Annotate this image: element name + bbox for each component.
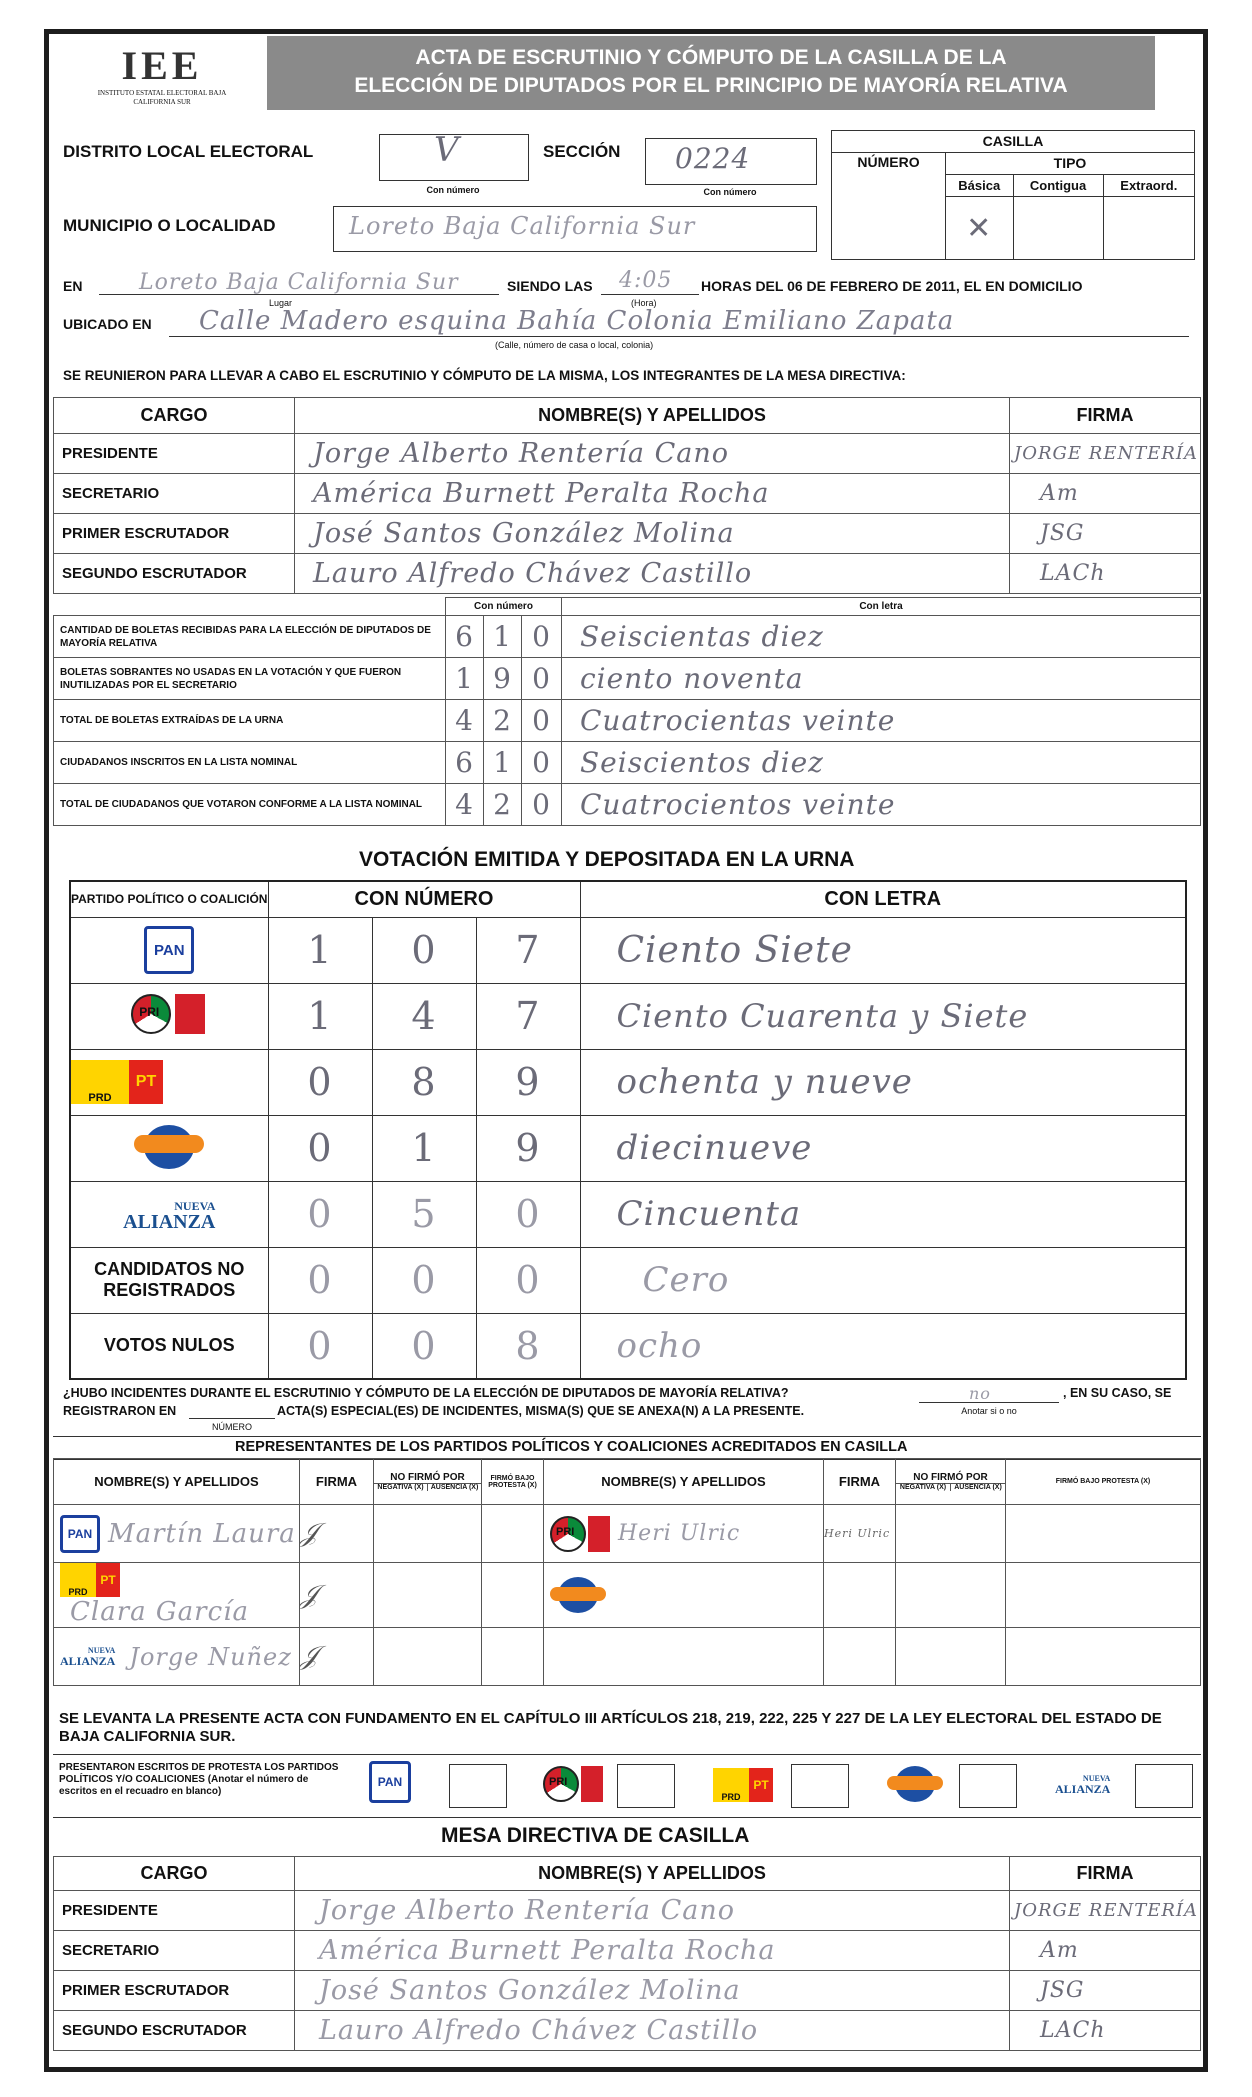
incidentes-line2a: REGISTRARON EN — [63, 1404, 177, 1418]
votacion-digit[interactable]: 0 — [268, 1115, 372, 1181]
votacion-digit[interactable]: 0 — [372, 1247, 476, 1313]
mesa-firma-header: FIRMA — [1010, 398, 1201, 434]
ubicado-line — [169, 336, 1189, 337]
rep-bajo-cell[interactable] — [1006, 1505, 1201, 1563]
rep-bajo-cell[interactable] — [482, 1628, 544, 1686]
boletas-digit[interactable]: 0 — [522, 742, 562, 784]
votacion-row — [70, 1313, 1186, 1379]
rep-left-cell[interactable] — [54, 1505, 300, 1563]
alianza-text: ALIANZA — [60, 1653, 116, 1668]
rep-nombre: Martín Laura — [108, 1518, 296, 1549]
rep-left-cell[interactable] — [54, 1563, 300, 1628]
boletas-label: TOTAL DE BOLETAS EXTRAÍDAS DE LA URNA — [54, 700, 446, 742]
mesa-firma[interactable]: JORGE RENTERÍA — [1010, 434, 1201, 474]
rep-row — [54, 1628, 1201, 1686]
boletas-row — [54, 784, 1201, 826]
prd-logo-text: PRD — [713, 1768, 749, 1802]
pri-logo-icon — [550, 1514, 610, 1554]
votacion-digit[interactable]: 0 — [372, 1313, 476, 1379]
party-cell-convergencia — [70, 1115, 268, 1181]
rep-firma[interactable] — [824, 1628, 896, 1686]
rep-negativa-label: NEGATIVA (X) — [896, 1484, 951, 1491]
mesa-nombre[interactable]: América Burnett Peralta Rocha — [295, 474, 1010, 514]
boletas-letra[interactable]: ciento noventa — [562, 658, 1201, 700]
rep-firmo-bajo-right: FIRMÓ BAJO PROTESTA (X) — [1006, 1459, 1201, 1505]
escritos-text: PRESENTARON ESCRITOS DE PROTESTA LOS PARTIDOS POLÍTICOS Y/O COALICIONES (Anotar el número de escritos en el recuadro en blanco) — [59, 1762, 339, 1797]
incidentes-numero-line — [189, 1418, 275, 1419]
ubicado-value: Calle Madero esquina Bahía Colonia Emiliano Zapata — [199, 306, 955, 336]
boletas-digit[interactable]: 1 — [484, 742, 522, 784]
boletas-label: BOLETAS SOBRANTES NO USADAS EN LA VOTACIÓN Y QUE FUERON INUTILIZADAS POR EL SECRETARIO — [54, 658, 446, 700]
rep-firma[interactable] — [824, 1563, 896, 1628]
alianza-text: ALIANZA — [123, 1210, 216, 1233]
boletas-row — [54, 700, 1201, 742]
rep-nombre: Clara García — [70, 1597, 249, 1627]
votacion-digit[interactable]: 9 — [476, 1049, 580, 1115]
distrito-label: DISTRITO LOCAL ELECTORAL — [63, 142, 314, 161]
rep-nofirmo-cell[interactable] — [374, 1628, 482, 1686]
rep-bajo-cell[interactable] — [1006, 1563, 1201, 1628]
nueva-alianza-logo-icon — [60, 1647, 115, 1667]
votacion-row — [70, 1049, 1186, 1115]
org-name: INSTITUTO ESTATAL ELECTORAL BAJA CALIFORNIA SUR — [97, 89, 227, 106]
votacion-digit[interactable]: 4 — [372, 983, 476, 1049]
escritos-convergencia — [887, 1764, 943, 1809]
prd-pt-logo-icon — [713, 1768, 773, 1802]
boletas-digit[interactable]: 2 — [484, 700, 522, 742]
rep-ausencia-label: AUSENCIA (X) — [954, 1484, 1002, 1491]
votacion-digit[interactable]: 0 — [372, 917, 476, 983]
rep-firma[interactable]: 𝒥 — [300, 1628, 374, 1686]
pri-logo-icon — [543, 1764, 603, 1804]
incidentes-line2b: ACTA(S) ESPECIAL(ES) DE INCIDENTES, MISMA(S) QUE SE ANEXA(N) A LA PRESENTE. — [277, 1404, 805, 1418]
rep-bajo-cell[interactable] — [482, 1563, 544, 1628]
casilla-numero: NÚMERO — [832, 153, 946, 260]
mesa-bottom-firma[interactable]: JORGE RENTERÍA — [1010, 1891, 1201, 1931]
votacion-row — [70, 1115, 1186, 1181]
boletas-letra[interactable]: Cuatrocientas veinte — [562, 700, 1201, 742]
pt-logo-text: PT — [129, 1060, 163, 1104]
casilla-extraord-cell[interactable] — [1103, 197, 1194, 260]
prd-pt-logo-icon — [60, 1563, 120, 1597]
mesa-cargo: PRIMER ESCRUTADOR — [54, 514, 295, 554]
nueva-text: NUEVA — [1082, 1774, 1111, 1783]
mesa-bottom-nombre[interactable]: América Burnett Peralta Rocha — [295, 1931, 1010, 1971]
pri-logo-text: PRI — [556, 1525, 575, 1538]
incidentes-answer[interactable]: no — [969, 1384, 991, 1403]
nueva-alianza-logo-icon — [123, 1200, 215, 1232]
calle-note: (Calle, número de casa o local, colonia) — [495, 340, 654, 350]
alianza-text: ALIANZA — [1055, 1782, 1111, 1796]
mesa-bottom-firma[interactable]: LACh — [1010, 2011, 1201, 2051]
lugar-note: Lugar — [269, 298, 293, 308]
votacion-row — [70, 917, 1186, 983]
convergencia-logo-icon — [134, 1121, 204, 1171]
pt-logo-text: PT — [749, 1768, 773, 1802]
boletas-table — [53, 597, 1201, 826]
hora-note: (Hora) — [631, 298, 657, 308]
boletas-digit[interactable]: 4 — [446, 784, 484, 826]
mesa-bottom-firma[interactable]: Am — [1010, 1931, 1201, 1971]
rep-nofirmo-cell[interactable] — [896, 1563, 1006, 1628]
mesa-bottom-title: MESA DIRECTIVA DE CASILLA — [441, 1824, 750, 1847]
casilla-title: CASILLA — [832, 131, 1195, 153]
pan-logo-icon: PAN — [144, 926, 194, 974]
escritos-box-pan[interactable] — [449, 1764, 507, 1808]
rep-firma[interactable]: 𝒥 — [300, 1563, 374, 1628]
boletas-blank — [54, 598, 446, 616]
votacion-digit[interactable]: 1 — [372, 1115, 476, 1181]
votacion-party-label: CANDIDATOS NO REGISTRADOS — [70, 1247, 268, 1313]
mesa-row — [54, 434, 1201, 474]
votacion-digit[interactable]: 5 — [372, 1181, 476, 1247]
nueva-text: NUEVA — [174, 1198, 216, 1213]
mesa-directiva-table — [53, 397, 1201, 594]
rep-firma-header-left: FIRMA — [300, 1459, 374, 1505]
boletas-digit[interactable]: 0 — [522, 616, 562, 658]
title-line-1: ACTA DE ESCRUTINIO Y CÓMPUTO DE LA CASILLA DE LA — [415, 46, 1007, 69]
casilla-tipo: TIPO — [946, 153, 1195, 175]
votacion-digit[interactable]: 0 — [268, 1049, 372, 1115]
incidentes-anotar: Anotar si o no — [961, 1406, 1017, 1416]
escritos-box-nueva-alianza[interactable] — [1135, 1764, 1193, 1808]
rep-nombre: Jorge Nuñez — [129, 1642, 292, 1671]
municipio-value: Loreto Baja California Sur — [349, 212, 696, 240]
pan-logo-icon: PAN — [60, 1515, 100, 1553]
party-cell-pri — [70, 983, 268, 1049]
mesa-cargo: SECRETARIO — [54, 474, 295, 514]
title-banner — [267, 36, 1155, 110]
rep-firma[interactable]: Heri Ulric — [824, 1505, 896, 1563]
party-cell-pan — [70, 917, 268, 983]
rep-right-cell[interactable] — [544, 1563, 824, 1628]
acta-sheet — [44, 29, 1208, 2072]
votacion-row — [70, 983, 1186, 1049]
mesa-firma[interactable]: JSG — [1010, 514, 1201, 554]
ubicado-label: UBICADO EN — [63, 316, 152, 332]
mesa-bottom-firma[interactable]: JSG — [1010, 1971, 1201, 2011]
votacion-digit[interactable]: 7 — [476, 983, 580, 1049]
casilla-basica: Básica — [946, 175, 1014, 197]
rep-right-cell[interactable] — [544, 1505, 824, 1563]
rep-nofirmo-cell[interactable] — [374, 1563, 482, 1628]
mesa-bottom-nombre[interactable]: Lauro Alfredo Chávez Castillo — [295, 2011, 1010, 2051]
incidentes-numero: NÚMERO — [212, 1422, 252, 1432]
boletas-digit[interactable]: 6 — [446, 742, 484, 784]
casilla-basica-mark[interactable]: ✕ — [946, 197, 1014, 260]
rep-nofirmo-label: NO FIRMÓ POR — [896, 1472, 1005, 1484]
nueva-text: NUEVA — [87, 1645, 116, 1655]
votacion-digit[interactable]: 9 — [476, 1115, 580, 1181]
votacion-party-label: VOTOS NULOS — [70, 1313, 268, 1379]
seccion-value: 0224 — [675, 142, 751, 175]
rep-nofirmo-label: NO FIRMÓ POR — [374, 1472, 481, 1484]
mesa-bottom-cargo: SEGUNDO ESCRUTADOR — [54, 2011, 295, 2051]
escritos-nueva-alianza — [1055, 1768, 1110, 1795]
mesa-bottom-cargo-header: CARGO — [54, 1857, 295, 1891]
mesa-bottom-cargo: SECRETARIO — [54, 1931, 295, 1971]
boletas-letra[interactable]: Seiscientas diez — [562, 616, 1201, 658]
pt-logo-text: PT — [96, 1563, 120, 1597]
party-cell-nueva-alianza — [70, 1181, 268, 1247]
mesa-bottom-cargo: PRIMER ESCRUTADOR — [54, 1971, 295, 2011]
escritos-box-prd-pt[interactable] — [791, 1764, 849, 1808]
pan-logo-icon: PAN — [369, 1761, 411, 1803]
casilla-extraord: Extraord. — [1103, 175, 1194, 197]
votacion-row — [70, 1247, 1186, 1313]
boletas-digit[interactable]: 4 — [446, 700, 484, 742]
votacion-digit[interactable]: 8 — [476, 1313, 580, 1379]
rep-nofirmo-header-right — [896, 1459, 1006, 1505]
representantes-table — [53, 1458, 1201, 1686]
votacion-letra-header: CON LETRA — [580, 881, 1186, 917]
title-line-2: ELECCIÓN DE DIPUTADOS POR EL PRINCIPIO DE MAYORÍA RELATIVA — [354, 74, 1068, 97]
party-cell-prd-pt — [70, 1049, 268, 1115]
votacion-digit[interactable]: 8 — [372, 1049, 476, 1115]
mesa-bottom-table — [53, 1856, 1201, 2051]
votacion-title: VOTACIÓN EMITIDA Y DEPOSITADA EN LA URNA — [359, 848, 855, 871]
rep-bajo-cell[interactable] — [1006, 1628, 1201, 1686]
mesa-bottom-nombre[interactable]: José Santos González Molina — [295, 1971, 1010, 2011]
mesa-bottom-row — [54, 2011, 1201, 2051]
en-value: Loreto Baja California Sur — [139, 270, 459, 295]
boletas-row — [54, 616, 1201, 658]
mesa-bottom-row — [54, 1931, 1201, 1971]
rep-nombres-header-right: NOMBRE(S) Y APELLIDOS — [544, 1459, 824, 1505]
rep-nofirmo-cell[interactable] — [896, 1628, 1006, 1686]
rep-nofirmo-header-left — [374, 1459, 482, 1505]
mesa-firma[interactable]: Am — [1010, 474, 1201, 514]
votacion-digit[interactable]: 0 — [268, 1181, 372, 1247]
escritos-box-convergencia[interactable] — [959, 1764, 1017, 1808]
votacion-digit[interactable]: 0 — [268, 1313, 372, 1379]
rep-firma-header-right: FIRMA — [824, 1459, 896, 1505]
boletas-label: CIUDADANOS INSCRITOS EN LA LISTA NOMINAL — [54, 742, 446, 784]
reunieron-text: SE REUNIERON PARA LLEVAR A CABO EL ESCRUTINIO Y CÓMPUTO DE LA MISMA, LOS INTEGRANTES DE LA MESA DIRECTIVA: — [63, 368, 906, 383]
mesa-cargo: PRESIDENTE — [54, 434, 295, 474]
votacion-digit[interactable]: 1 — [268, 917, 372, 983]
votacion-table — [69, 880, 1187, 1380]
boletas-digit[interactable]: 0 — [522, 658, 562, 700]
boletas-digit[interactable]: 0 — [522, 784, 562, 826]
prd-logo-text: PRD — [60, 1563, 96, 1597]
casilla-table — [831, 130, 1195, 260]
votacion-letra[interactable]: Ciento Cuarenta y Siete — [580, 983, 1186, 1049]
rep-firma[interactable]: 𝒥 — [300, 1505, 374, 1563]
votacion-letra[interactable]: Cincuenta — [580, 1181, 1186, 1247]
prd-pt-logo-icon — [71, 1060, 163, 1104]
escritos-prd-pt — [713, 1768, 773, 1802]
casilla-contigua-cell[interactable] — [1013, 197, 1103, 260]
iee-logo-mark: IEE — [121, 43, 203, 88]
votacion-row — [70, 1181, 1186, 1247]
horas-text: HORAS DEL 06 DE FEBRERO DE 2011, EL EN DOMICILIO — [701, 278, 1083, 294]
rep-nofirmo-cell[interactable] — [374, 1505, 482, 1563]
nueva-alianza-logo-icon — [1055, 1775, 1110, 1795]
boletas-row — [54, 742, 1201, 784]
boletas-digit[interactable]: 9 — [484, 658, 522, 700]
iee-logo — [87, 42, 237, 114]
en-label: EN — [63, 278, 83, 294]
convergencia-logo-icon — [887, 1764, 943, 1804]
mesa-nombres-header: NOMBRE(S) Y APELLIDOS — [295, 398, 1010, 434]
prd-logo-text: PRD — [71, 1060, 129, 1104]
boletas-digit[interactable]: 2 — [484, 784, 522, 826]
boletas-con-numero: Con número — [446, 598, 562, 616]
votacion-letra[interactable]: ocho — [580, 1313, 1186, 1379]
rep-left-cell[interactable] — [54, 1628, 300, 1686]
votacion-digit[interactable]: 0 — [268, 1247, 372, 1313]
hora-line — [601, 294, 699, 295]
boletas-label: CANTIDAD DE BOLETAS RECIBIDAS PARA LA ELECCIÓN DE DIPUTADOS DE MAYORÍA RELATIVA — [54, 616, 446, 658]
rep-row — [54, 1563, 1201, 1628]
votacion-partido-header: PARTIDO POLÍTICO O COALICIÓN — [70, 881, 268, 917]
mesa-row — [54, 514, 1201, 554]
mesa-bottom-nombres-header: NOMBRE(S) Y APELLIDOS — [295, 1857, 1010, 1891]
boletas-label: TOTAL DE CIUDADANOS QUE VOTARON CONFORME A LA LISTA NOMINAL — [54, 784, 446, 826]
mesa-bottom-cargo: PRESIDENTE — [54, 1891, 295, 1931]
mesa-bottom-firma-header: FIRMA — [1010, 1857, 1201, 1891]
pri-logo-icon — [131, 992, 207, 1036]
boletas-letra[interactable]: Seiscientos diez — [562, 742, 1201, 784]
pri-logo-text: PRI — [139, 1004, 160, 1019]
distrito-value: V — [434, 130, 460, 170]
boletas-con-letra: Con letra — [562, 598, 1201, 616]
rep-nofirmo-cell[interactable] — [896, 1505, 1006, 1563]
pri-logo-text: PRI — [549, 1776, 568, 1788]
mesa-firma[interactable]: LACh — [1010, 554, 1201, 594]
votacion-letra[interactable]: ochenta y nueve — [580, 1049, 1186, 1115]
rep-ausencia-label: AUSENCIA (X) — [430, 1484, 479, 1491]
votacion-letra[interactable]: diecinueve — [580, 1115, 1186, 1181]
boletas-digit[interactable]: 1 — [446, 658, 484, 700]
votacion-digit[interactable]: 0 — [476, 1181, 580, 1247]
fundamento-text: SE LEVANTA LA PRESENTE ACTA CON FUNDAMENTO EN EL CAPÍTULO III ARTÍCULOS 218, 219, 222, 225 Y 227 DE LA LEY ELECTORAL DEL ESTADO DE BAJA CALIFORNIA SUR. — [59, 1710, 1162, 1745]
mesa-nombre[interactable]: Lauro Alfredo Chávez Castillo — [295, 554, 1010, 594]
votacion-letra[interactable]: Ciento Siete — [580, 917, 1186, 983]
rep-nombres-header-left: NOMBRE(S) Y APELLIDOS — [54, 1459, 300, 1505]
boletas-digit[interactable]: 0 — [522, 700, 562, 742]
mesa-nombre[interactable]: Jorge Alberto Rentería Cano — [295, 434, 1010, 474]
municipio-label: MUNICIPIO O LOCALIDAD — [63, 216, 276, 235]
mesa-bottom-row — [54, 1971, 1201, 2011]
rep-firmo-bajo-left: FIRMÓ BAJO PROTESTA (X) — [482, 1459, 544, 1505]
incidentes-line1: ¿HUBO INCIDENTES DURANTE EL ESCRUTINIO Y CÓMPUTO DE LA ELECCIÓN DE DIPUTADOS DE MAYORÍA RELATIVA? — [63, 1386, 789, 1400]
rep-bajo-cell[interactable] — [482, 1505, 544, 1563]
mesa-bottom-nombre[interactable]: Jorge Alberto Rentería Cano — [295, 1891, 1010, 1931]
votacion-digit[interactable]: 7 — [476, 917, 580, 983]
incidentes-line1-end: , EN SU CASO, SE — [1063, 1386, 1172, 1400]
rep-row — [54, 1505, 1201, 1563]
casilla-contigua: Contigua — [1013, 175, 1103, 197]
boletas-letra[interactable]: Cuatrocientos veinte — [562, 784, 1201, 826]
rep-negativa-label: NEGATIVA (X) — [374, 1484, 428, 1491]
mesa-row — [54, 474, 1201, 514]
boletas-row — [54, 658, 1201, 700]
rep-right-cell[interactable] — [544, 1628, 824, 1686]
escritos-pri — [543, 1764, 603, 1809]
boletas-digit[interactable]: 1 — [484, 616, 522, 658]
mesa-cargo-header: CARGO — [54, 398, 295, 434]
siendo-label: SIENDO LAS — [507, 278, 593, 294]
distrito-con-numero: Con número — [426, 185, 480, 195]
boletas-digit[interactable]: 6 — [446, 616, 484, 658]
escritos-pan — [369, 1761, 411, 1803]
convergencia-logo-icon — [550, 1575, 606, 1615]
mesa-cargo: SEGUNDO ESCRUTADOR — [54, 554, 295, 594]
mesa-bottom-row — [54, 1891, 1201, 1931]
seccion-label: SECCIÓN — [543, 142, 621, 161]
mesa-row — [54, 554, 1201, 594]
representantes-title: REPRESENTANTES DE LOS PARTIDOS POLÍTICOS Y COALICIONES ACREDITADOS EN CASILLA — [235, 1439, 908, 1455]
hora-value: 4:05 — [619, 268, 673, 293]
votacion-letra[interactable]: Cero — [580, 1247, 1186, 1313]
votacion-digit[interactable]: 0 — [476, 1247, 580, 1313]
votacion-digit[interactable]: 1 — [268, 983, 372, 1049]
votacion-numero-header: CON NÚMERO — [268, 881, 580, 917]
rep-nombre: Heri Ulric — [618, 1521, 741, 1546]
mesa-nombre[interactable]: José Santos González Molina — [295, 514, 1010, 554]
seccion-con-numero: Con número — [703, 187, 757, 197]
escritos-box-pri[interactable] — [617, 1764, 675, 1808]
